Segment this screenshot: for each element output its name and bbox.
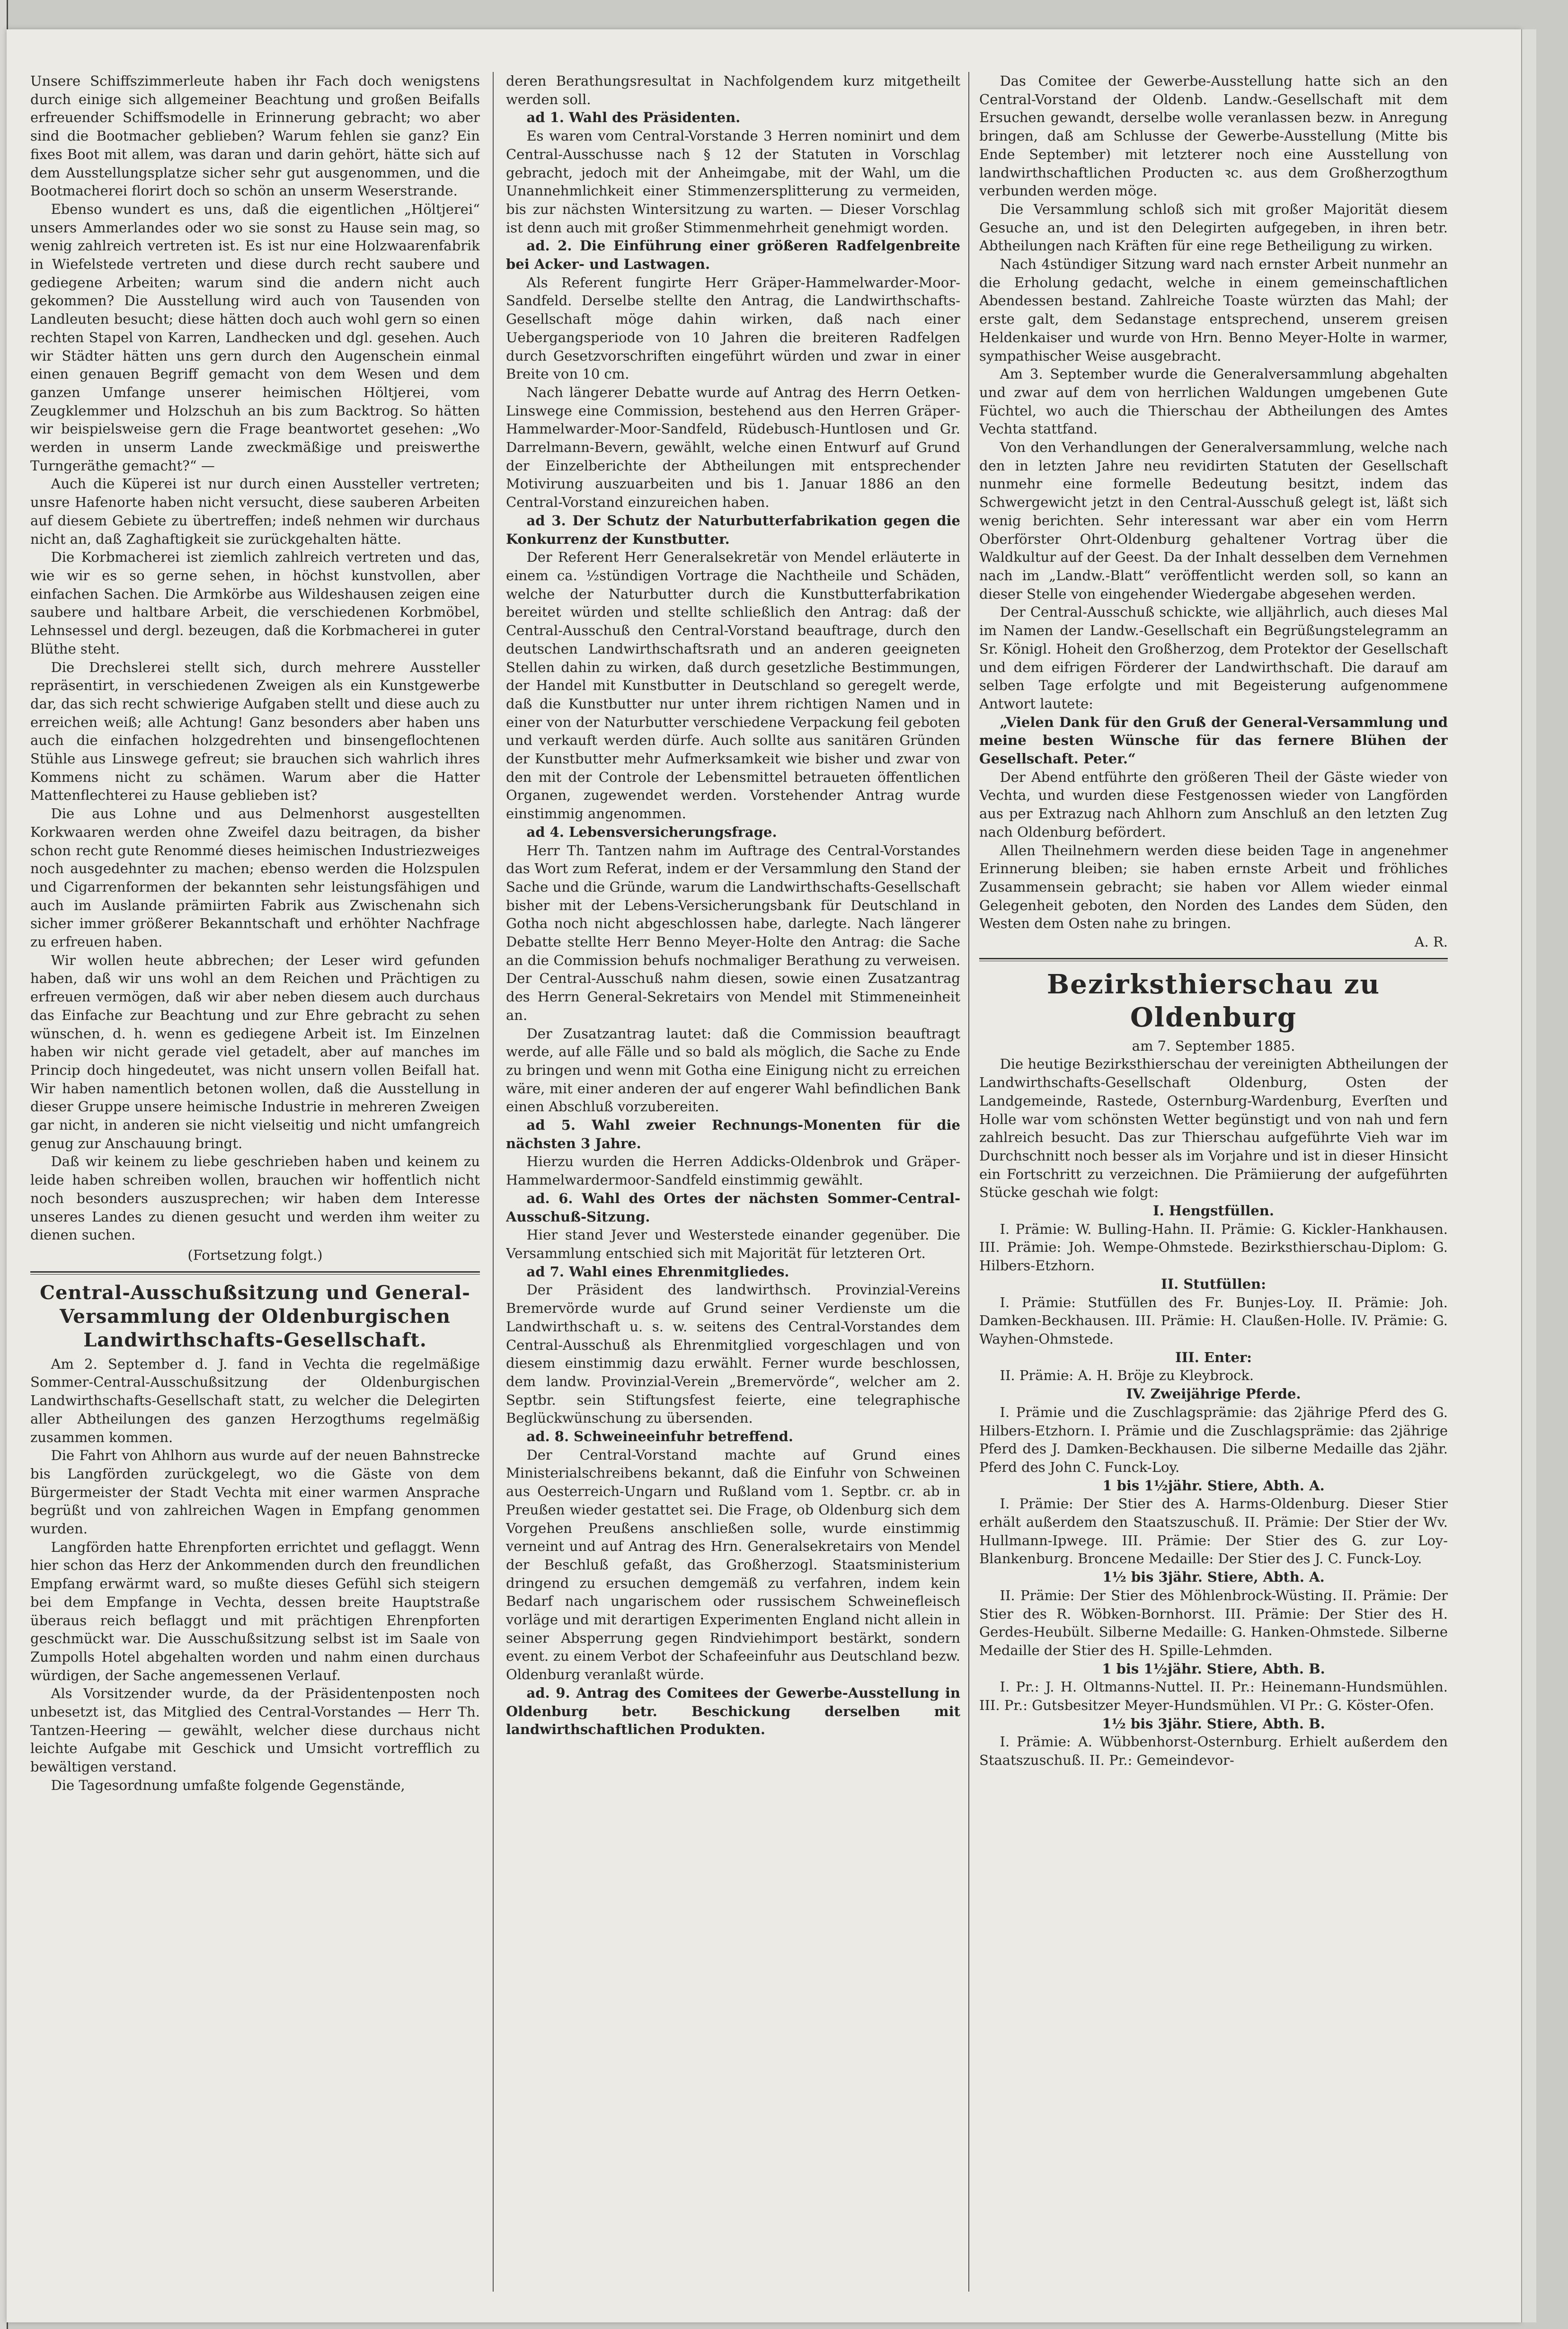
prize-heading: 1½ bis 3jähr. Stiere, Abth. A.	[1102, 1569, 1325, 1585]
paragraph: Langförden hatte Ehrenpforten errichtet und geflaggt. Wenn hier schon das Herz der Ankommenden durch den freundlichen Empfang erwärmt ward, so mußte dieses Gefühl sich steigern bei dem Empfange in Vechta, dessen breite Hauptstraße überaus reich beflaggt und mit prächtigen Ehrenpforten geschmückt war. Die Ausschußsitzung selbst ist im Saale von Zumpolls Hotel abgehalten worden und nahm einen durchaus würdigen, der Sache angemessenen Verlauf.	[30, 1539, 480, 1683]
prize-list: I. Prämie: Stutfüllen des Fr. Bunjes-Loy. II. Prämie: Joh. Damken-Beckhausen. III. Prämie: H. Claußen-Holle. IV. Prämie: G. Wayhen-Ohmstede.	[979, 1294, 1448, 1347]
prize-heading: I. Hengstfüllen.	[1153, 1203, 1274, 1219]
agenda-heading: ad. 6. Wahl des Ortes der nächsten Sommer-Central-Ausschuß-Sitzung.	[506, 1190, 960, 1225]
prize-heading: IV. Zweijährige Pferde.	[1126, 1386, 1301, 1402]
telegram-quote: „Vielen Dank für den Gruß der General-Versammlung und meine besten Wünsche für das fernere Blühen der Gesellschaft. Peter.“	[979, 714, 1448, 767]
section-divider	[30, 1271, 480, 1275]
page-edge	[1521, 29, 1536, 2322]
paragraph: Die Drechslerei stellt sich, durch mehrere Aussteller repräsentirt, in verschiedenen Zweigen als ein Kunstgewerbe dar, das sich recht schwierige Aufgaben stellt und diese auch zu erreichen weiß; alle Achtung! Ganz besonders aber haben uns auch die einfachen holzgedrehten und binsengeflochtenen Stühle aus Linswege gefreut; sie brauchen sich wahrlich ihres Kommens nicht zu schämen. Warum aber die Hatter Mattenflechterei zu Hause geblieben ist?	[30, 659, 480, 804]
prize-list: I. Prämie und die Zuschlagsprämie: das 2jährige Pferd des G. Hilbers-Etzhorn. I. Prämie und die Zuschlagsprämie: das 2jährige Pferd des J. Damken-Beckhausen. Die silberne Medaille das 2jähr. Pferd des John C. Funck-Loy.	[979, 1404, 1448, 1475]
paragraph: Die Korbmacherei ist ziemlich zahlreich vertreten und das, wie wir es so gerne sehen, in höchst kunstvollen, aber einfachen Sachen. Die Armkörbe aus Wildeshausen zeigen eine saubere und haltbare Arbeit, die verschiedenen Korbmöbel, Lehnsessel und dergl. bezeugen, daß die Korbmacherei in guter Blüthe steht.	[30, 549, 480, 657]
paragraph: Als Referent fungirte Herr Gräper-Hammelwarder-Moor-Sandfeld. Derselbe stellte den Antrag, die Landwirthschafts-Gesellschaft möge dahin wirken, daß nach einer Uebergangsperiode von 10 Jahren die breiteren Radfelgen durch Gesetzvorschriften eingeführt würden und zwar in einer Breite von 10 cm.	[506, 274, 960, 382]
article-title: Bezirksthierschau zu Oldenburg	[1046, 968, 1381, 1033]
prize-heading: II. Stutfüllen:	[1161, 1275, 1266, 1292]
paragraph: Der Zusatzantrag lautet: daß die Commission beauftragt werde, auf alle Fälle und so bald als möglich, die Sache zu Ende zu bringen und wenn mit Gotha eine Einigung nicht zu erreichen wäre, mit einer anderen der auf engerer Wahl befindlichen Bank einen Abschluß vorzubereiten.	[506, 1025, 960, 1115]
paragraph: Am 3. September wurde die Generalversammlung abgehalten und zwar auf dem von herrlichen Waldungen umgebenen Gute Füchtel, wo auch die Thierschau der Abtheilungen des Amtes Vechta stattfand.	[979, 366, 1448, 437]
paragraph: Allen Theilnehmern werden diese beiden Tage in angenehmer Erinnerung bleiben; sie haben ernste Arbeit und fröhliches Zusammensein gebracht; sie haben vor Allem wieder einmal Gelegenheit geboten, den Norden des Landes dem Süden, den Westen dem Osten nahe zu bringen.	[979, 842, 1448, 932]
paragraph: Unsere Schiffszimmerleute haben ihr Fach doch wenigstens durch einige sich allgemeiner Beachtung und großen Beifalls erfreuender Schiffsmodelle in Erinnerung gebracht; wo aber sind die Bootmacher geblieben? Warum fehlen sie ganz? Ein fixes Boot mit allem, was daran und darin gehört, hätte sich auf dem Ausstellungsplatze sicher sehr gut ausgenommen, und die Bootmacherei florirt doch so schön an unserm Weserstrande.	[30, 73, 480, 199]
prize-list: I. Prämie: A. Wübbenhorst-Osternburg. Erhielt außerdem den Staatszuschuß. II. Pr.: Gemeindevor-	[979, 1734, 1448, 1769]
article-title: Central-Ausschußsitzung und General-Versammlung der Oldenburgischen Landwirthschafts-Gesellschaft.	[40, 1281, 470, 1351]
section-divider	[979, 958, 1448, 961]
newspaper-page	[7, 29, 1521, 2322]
paragraph: Nach längerer Debatte wurde auf Antrag des Herrn Oetken-Linswege eine Commission, bestehend aus den Herren Gräper-Hammelwarder-Moor-Sandfeld, Rüdebusch-Huntlosen und Gr. Darrelmann-Bevern, gewählt, welche einen Entwurf auf Grund der Einzelberichte der Abtheilungen mit entsprechender Motivirung auszuarbeiten und bis 1. Januar 1886 an den Central-Vorstand einzureichen haben.	[506, 384, 960, 511]
paragraph: Der Central-Vorstand machte auf Grund eines Ministerialschreibens bekannt, daß die Einfuhr von Schweinen aus Oesterreich-Ungarn und Rußland vom 1. Septbr. cr. ab in Preußen wieder gestattet sei. Die Frage, ob Oldenburg sich dem Vorgehen Preußens anschließen solle, wurde einstimmig verneint und auf Antrag des Hrn. Generalsekretairs von Mendel der Beschluß gefaßt, das Großherzogl. Staatsministerium dringend zu ersuchen demgemäß zu verfahren, indem kein Bedarf nach ungarischem oder russischem Schweinefleisch vorläge und mit derartigen Experimenten England nicht allein in seiner Absperrung gegen Rindviehimport bestärkt, sondern event. zu einem Verbot der Schafeeinfuhr aus Deutschland bezw. Oldenburg veranlaßt würde.	[506, 1446, 960, 1683]
paragraph: Am 2. September d. J. fand in Vechta die regelmäßige Sommer-Central-Ausschußsitzung der Oldenburgischen Landwirthschafts-Gesellschaft statt, zu welcher die Delegirten aller Abtheilungen des ganzen Herzogthums regelmäßig zusammen kommen.	[30, 1355, 480, 1445]
paragraph: Hierzu wurden die Herren Addicks-Oldenbrok und Gräper-Hammelwardermoor-Sandfeld einstimmig gewählt.	[506, 1153, 960, 1188]
prize-list: II. Prämie: A. H. Bröje zu Kleybrock.	[1000, 1367, 1254, 1384]
agenda-heading: ad. 9. Antrag des Comitees der Gewerbe-Ausstellung in Oldenburg betr. Beschickung derselben mit landwirthschaftlichen Produkten.	[506, 1684, 960, 1738]
paragraph: Daß wir keinem zu liebe geschrieben haben und keinem zu leide haben schreiben wollen, brauchen wir hoffentlich nicht noch besonders auszusprechen; wir haben dem Interesse unseres Landes zu dienen gesucht und werden ihm weiter zu dienen suchen.	[30, 1153, 480, 1243]
prize-list: I. Pr.: J. H. Oltmanns-Nuttel. II. Pr.: Heinemann-Hundsmühlen. III. Pr.: Gutsbesitzer Meyer-Hundsmühlen. VI Pr.: G. Köster-Ofen.	[979, 1679, 1448, 1714]
agenda-heading: ad 1. Wahl des Präsidenten.	[526, 109, 741, 126]
agenda-heading: ad 3. Der Schutz der Naturbutterfabrikation gegen die Konkurrenz der Kunstbutter.	[506, 512, 960, 547]
paragraph: Die heutige Bezirksthierschau der vereinigten Abtheilungen der Landwirthschafts-Gesellschaft Oldenburg, Osten der Landgemeinde, Rastede, Osternburg-Wardenburg, Everſten und Holle war vom schönsten Wetter begünstigt und von nah und fern zahlreich besucht. Das zur Thierschau aufgeführte Vieh war im Durchschnitt noch besser als im Vorjahre und ist in dieser Hinsicht ein Fortschritt zu verzeichnen. Die Prämiierung der aufgeführten Stücke geschah wie folgt:	[979, 1056, 1448, 1201]
column-3	[979, 72, 1448, 2277]
prize-heading: 1 bis 1½jähr. Stiere, Abth. B.	[1102, 1660, 1325, 1677]
column-2	[506, 72, 960, 2277]
agenda-heading: ad 4. Lebensversicherungsfrage.	[526, 824, 777, 840]
paragraph: Die Tagesordnung umfaßte folgende Gegenstände,	[51, 1777, 405, 1793]
paragraph: Der Central-Ausschuß schickte, wie alljährlich, auch dieses Mal im Namen der Landw.-Gesellschaft ein Begrüßungstelegramm an Sr. Königl. Hoheit den Großherzog, dem Protektor der Gesellschaft und dem eifrigen Förderer der Landwirthschaft. Die darauf am selben Tage erfolgte und mit Begeisterung aufgenommene Antwort lautete:	[979, 604, 1448, 712]
column-rule	[968, 72, 969, 2292]
paragraph: Herr Th. Tantzen nahm im Auftrage des Central-Vorstandes das Wort zum Referat, indem er der Versammlung den Stand der Sache und die Gründe, warum die Landwirthschafts-Gesellschaft bisher mit der Lebens-Versicherungsbank für Deutschland in Gotha noch nicht abgeschlossen habe, darlegte. Nach längerer Debatte stellte Herr Benno Meyer-Holte den Antrag: die Sache an die Commission behufs nochmaliger Berathung zu verweisen. Der Central-Ausschuß nahm diesen, sowie einen Zusatzantrag des Herrn General-Sekretairs von Mendel mit Stimmeneinheit an.	[506, 842, 960, 1023]
agenda-heading: ad. 2. Die Einführung einer größeren Radfelgenbreite bei Acker- und Lastwagen.	[506, 238, 960, 273]
paragraph: Von den Verhandlungen der Generalversammlung, welche nach den in letzten Jahre neu revidirten Statuten der Gesellschaft nunmehr eine formelle Bedeutung besitzt, indem das Schwergewicht jetzt in den Central-Ausschuß gelegt ist, läßt sich wenig berichten. Sehr interessant war aber ein vom Herrn Oberförster Ohrt-Oldenburg gehaltener Vortrag über die Waldkultur auf der Geest. Da der Inhalt desselben dem Vernehmen nach im „Landw.-Blatt“ veröffentlicht werden soll, so kann an dieser Stelle von eingehender Wiedergabe abgesehen werden.	[979, 439, 1448, 602]
continued-note: (Fortsetzung folgt.)	[187, 1247, 323, 1263]
paragraph: Ebenso wundert es uns, daß die eigentlichen „Höltjerei“ unsers Ammerlandes oder wo sie sonst zu Hause sein mag, so wenig zahlreich vertreten ist. Es ist nur eine Holzwaarenfabrik in Wiefelstede vertreten und diese durch recht saubere und gediegene Arbeiten; warum sind die andern nicht auch gekommen? Die Ausstellung wird auch von Tausenden von Landleuten besucht; diese hätten doch auch wohl gern so einen rechten Stapel von Karren, Landhecken und dgl. gesehen. Auch wir Städter hätten uns gern durch den Augenschein einmal einen genauen Begriff gemacht von dem Wesen und dem ganzen Umfange unserer heimischen Höltjerei, vom Zeugklemmer und Holzschuh an bis zum Backtrog. So hätten wir beispielsweise gern die Frage beantwortet gesehen: „Wo werden in unserm Lande zweckmäßige und preiswerthe Turngeräthe gemacht?“ —	[30, 201, 480, 474]
paragraph: Hier stand Jever und Westerstede einander gegenüber. Die Versammlung entschied sich mit Majorität für letzteren Ort.	[506, 1227, 960, 1261]
prize-heading: 1½ bis 3jähr. Stiere, Abth. B.	[1102, 1715, 1325, 1732]
paragraph: Der Präsident des landwirthsch. Provinzial-Vereins Bremervörde wurde auf Grund seiner Verdienste um die Landwirthschaft u. s. w. seitens des Central-Vorstandes dem Central-Ausschuß als Ehrenmitglied vorgeschlagen und von diesem einstimmig dazu erwählt. Ferner wurde beschlossen, dem landw. Provinzial-Verein „Bremervörde“, welcher am 2. Septbr. sein Stiftungsfest feierte, eine telegraphische Beglückwünschung zu übersenden.	[506, 1282, 960, 1426]
prize-heading: 1 bis 1½jähr. Stiere, Abth. A.	[1102, 1477, 1325, 1494]
paragraph: Das Comitee der Gewerbe-Ausstellung hatte sich an den Central-Vorstand der Oldenb. Landw.-Gesellschaft mit dem Ersuchen gewandt, derselbe wolle veranlassen bezw. in Anregung bringen, daß am Schlusse der Gewerbe-Ausstellung (Mitte bis Ende September) mit letzterer noch eine Ausstellung von landwirthschaftlichen Producten ꝛc. aus dem Großherzogthum verbunden werden möge.	[979, 73, 1448, 199]
paragraph: Auch die Küperei ist nur durch einen Aussteller vertreten; unsre Hafenorte haben nicht versucht, diese sauberen Arbeiten auf diesem Gebiete zu übertreffen; indeß nehmen wir durchaus nicht an, daß Zaghaftigkeit sie zurückgehalten hätte.	[30, 476, 480, 547]
agenda-heading: ad. 8. Schweineeinfuhr betreffend.	[526, 1428, 793, 1445]
paragraph: Nach 4stündiger Sitzung ward nach ernster Arbeit nunmehr an die Erholung gedacht, welche in einem gemeinschaftlichen Abendessen bestand. Zahlreiche Toaste würzten das Mahl; der erste galt, dem Sedanstage entsprechend, unserem greisen Heldenkaiser und wurde von Hrn. Benno Meyer-Holte in warmer, sympathischer Weise ausgebracht.	[979, 256, 1448, 364]
paragraph: Als Vorsitzender wurde, da der Präsidentenposten noch unbesetzt ist, das Mitglied des Central-Vorstandes — Herr Th. Tantzen-Heering — gewählt, welcher diese durchaus nicht leichte Aufgabe mit Geschick und Umsicht vortrefflich zu bewältigen verstand.	[30, 1685, 480, 1775]
paragraph: Der Referent Herr Generalsekretär von Mendel erläuterte in einem ca. ½stündigen Vortrage die Nachtheile und Schäden, welche der Naturbutter durch die Kunstbutterfabrikation bereitet würden und stellte schließlich den Antrag: daß der Central-Ausschuß den Central-Vorstand beauftrage, durch den deutschen Landwirthschaftsrath und an anderen geeigneten Stellen dahin zu wirken, daß durch gesetzliche Bestimmungen, der Handel mit Kunstbutter in Deutschland so geregelt werde, daß die Kunstbutter nur unter ihrem richtigen Namen und in einer von der Naturbutter verschiedene Verpackung feil geboten und verkauft werden dürfe. Auch sollte aus sanitären Gründen der Kunstbutter mehr Aufmerksamkeit wie bisher und zwar von den mit der Controle der Lebensmittel betraueten öffentlichen Organen, zugewendet werden. Vorstehender Antrag wurde einstimmig angenommen.	[506, 549, 960, 822]
paragraph: deren Berathungsresultat in Nachfolgendem kurz mitgetheilt werden soll.	[506, 73, 960, 107]
signature: A. R.	[1414, 934, 1448, 950]
paragraph: Die aus Lohne und aus Delmenhorst ausgestellten Korkwaaren werden ohne Zweifel dazu beitragen, da bisher schon recht gute Renommé dieses heimischen Industriezweiges noch ausgedehnter zu machen; ebenso werden die Holzspulen und Cigarrenformen der bekannten sehr leistungsfähigen und auch im Auslande prämiirten Fabrik aus Zwischenahn sich sicher immer größerer Bekanntschaft und erhöhter Nachfrage zu erfreuen haben.	[30, 806, 480, 950]
agenda-heading: ad 5. Wahl zweier Rechnungs-Monenten für die nächsten 3 Jahre.	[506, 1117, 960, 1151]
paragraph: Die Versammlung schloß sich mit großer Majorität diesem Gesuche an, und ist den Delegirten aufgegeben, in ihren betr. Abtheilungen nach Kräften für eine rege Betheiligung zu wirken.	[979, 201, 1448, 254]
prize-list: II. Prämie: Der Stier des Möhlenbrock-Wüsting. II. Prämie: Der Stier des R. Wöbken-Bornhorst. III. Prämie: Der Stier des H. Gerdes-Heubült. Silberne Medaille: G. Hanken-Ohmstede. Silberne Medaille der Stier des H. Spille-Lehmden.	[979, 1587, 1448, 1658]
paragraph: Der Abend entführte den größeren Theil der Gäste wieder von Vechta, und wurden diese Festgenossen wieder von Langförden aus per Extrazug nach Ahlhorn zum Anschluß an den letzten Zug nach Oldenburg befördert.	[979, 769, 1448, 840]
column-1	[30, 72, 480, 2277]
paragraph: Es waren vom Central-Vorstande 3 Herren nominirt und dem Central-Ausschusse nach § 12 der Statuten in Vorschlag gebracht, jedoch mit der Anheimgabe, mit der Wahl, um die Unannehmlichkeit einer Stimmenzersplitterung zu vermeiden, bis zur nächsten Wintersitzung zu warten. — Dieser Vorschlag ist denn auch mit großer Stimmenmehrheit genehmigt worden.	[506, 128, 960, 236]
paragraph: Wir wollen heute abbrechen; der Leser wird gefunden haben, daß wir uns wohl an dem Reichen und Prächtigen zu erfreuen vermögen, daß wir aber neben diesem auch durchaus das Einfache zur Beachtung und zur Ehre gebracht zu sehen wünschen, d. h. wenn es gediegene Arbeit ist. Im Einzelnen haben wir nicht gerade viel getadelt, aber auf manches im Princip doch hingedeutet, was nicht unsern vollen Beifall hat. Wir haben namentlich betonen wollen, daß die Ausstellung in dieser Gruppe unsere heimische Industrie in mehreren Zweigen gar nicht, in anderen sie nicht vielseitig und nicht umfangreich genug zur Anschauung bringt.	[30, 952, 480, 1151]
column-rule	[493, 72, 494, 2292]
agenda-heading: ad 7. Wahl eines Ehrenmitgliedes.	[526, 1263, 789, 1280]
prize-heading: III. Enter:	[1175, 1349, 1252, 1365]
paragraph: Die Fahrt von Ahlhorn aus wurde auf der neuen Bahnstrecke bis Langförden zurückgelegt, wo die Gäste von dem Bürgermeister der Stadt Vechta mit einer warmen Ansprache begrüßt und von zahlreichen Wagen in Empfang genommen wurden.	[30, 1447, 480, 1537]
dateline: am 7. September 1885.	[1132, 1037, 1295, 1054]
prize-list: I. Prämie: Der Stier des A. Harms-Oldenburg. Dieser Stier erhält außerdem den Staatszuschuß. II. Prämie: Der Stier der Wv. Hullmann-Ipwege. III. Prämie: Der Stier des G. zur Loy-Blankenburg. Broncene Medaille: Der Stier des J. C. Funck-Loy.	[979, 1496, 1448, 1567]
prize-list: I. Prämie: W. Bulling-Hahn. II. Prämie: G. Kickler-Hankhausen. III. Prämie: Joh. Wempe-Ohmstede. Bezirksthierschau-Diplom: G. Hilbers-Etzhorn.	[979, 1221, 1448, 1274]
